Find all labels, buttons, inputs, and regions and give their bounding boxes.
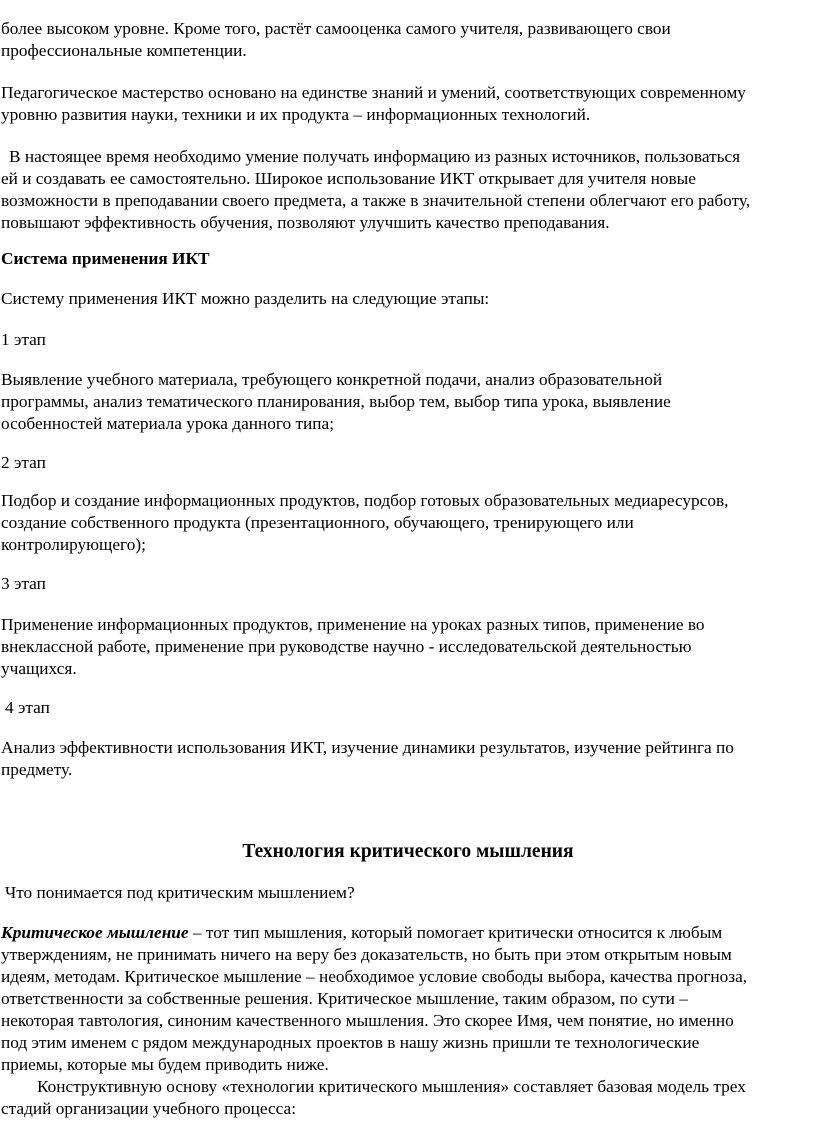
text-line: 1 этап xyxy=(1,330,46,349)
text-line: Подбор и создание информационных продуктов, подбор готовых образовательных медиаресурсов, xyxy=(1,491,729,510)
text-line: Выявление учебного материала, требующего конкретной подачи, анализ образовательной xyxy=(1,370,663,389)
section-heading-ict-system xyxy=(1,248,210,270)
paragraph-critical-thinking-definition xyxy=(1,922,747,1076)
section-title-critical-thinking: Технология критического мышления xyxy=(242,841,574,862)
text-line: более высоком уровне. Кроме того, растёт самооценка самого учителя, развивающего свои xyxy=(1,19,671,38)
paragraph-pedagogical-mastery xyxy=(1,82,746,126)
question-critical-thinking xyxy=(1,882,355,904)
text-line: Анализ эффективности использования ИКТ, изучение динамики результатов, изучение рейтинга по xyxy=(1,738,734,757)
text-line: 2 этап xyxy=(1,453,46,472)
text-line: особенностей материала урока данного типа; xyxy=(1,414,335,433)
text-line: предмету. xyxy=(1,760,73,779)
text-line: под этим именем с рядом международных проектов в нашу жизнь пришли те технологические xyxy=(1,1033,700,1052)
definition-text: – тот тип мышления, который помогает критически относится к любым xyxy=(188,923,723,942)
text-line: стадий организации учебного процесса: xyxy=(1,1099,297,1118)
text-line: Применение информационных продуктов, применение на уроках разных типов, применение во xyxy=(1,615,705,634)
text-line xyxy=(1,922,747,944)
text-line: В настоящее время необходимо умение получать информацию из разных источников, пользоваться xyxy=(9,147,741,166)
stage-1-label xyxy=(1,329,46,351)
text-line: уровню развития науки, техники и их продукта – информационных технологий. xyxy=(1,105,591,124)
text-line: внеклассной работе, применение при руководстве научно - исследовательской деятельностью xyxy=(1,637,692,656)
text-line: Систему применения ИКТ можно разделить на следующие этапы: xyxy=(1,289,490,308)
stage-3-description xyxy=(1,614,705,680)
text-line: 4 этап xyxy=(5,698,50,717)
text-line: Конструктивную основу «технологии критического мышления» составляет базовая модель трех xyxy=(37,1077,746,1096)
text-line: повышают эффективность обучения, позволяют улучшить качество преподавания. xyxy=(1,213,610,232)
text-line: приемы, которые мы будем приводить ниже. xyxy=(1,1055,329,1074)
text-line: некоторая тавтология, синоним качественного мышления. Это скорее Имя, чем понятие, но именно xyxy=(1,1011,734,1030)
text-line: Что понимается под критическим мышлением? xyxy=(5,883,355,902)
text-line: учащихся. xyxy=(1,659,77,678)
text-line: 3 этап xyxy=(1,574,46,593)
text-line: Педагогическое мастерство основано на единстве знаний и умений, соответствующих современному xyxy=(1,83,746,102)
stage-1-description xyxy=(1,369,671,435)
text-line: ответственности за собственные решения. Критическое мышление, таким образом, по сути – xyxy=(1,989,688,1008)
stage-4-description xyxy=(1,737,734,781)
term-critical-thinking: Критическое мышление xyxy=(1,923,189,942)
paragraph-ict-usage xyxy=(1,146,750,234)
text-line: программы, анализ тематического планирования, выбор тем, выбор типа урока, выявление xyxy=(1,392,671,411)
text-line: контролирующего); xyxy=(1,535,146,554)
paragraph-self-esteem xyxy=(1,18,671,62)
text-line: возможности в преподавании своего предмета, а также в значительной степени облегчают его работу, xyxy=(1,191,751,210)
text-line: идеям, методам. Критическое мышление – необходимое условие свободы выбора, качества прогноза, xyxy=(1,967,748,986)
paragraph-constructive-basis xyxy=(1,1076,746,1120)
text-line: утверждениям, не принимать ничего на веру без доказательств, но быть при этом открытым новым xyxy=(1,945,732,964)
stage-3-label xyxy=(1,573,46,595)
text-line: создание собственного продукта (презентационного, обучающего, тренирующего или xyxy=(1,513,634,532)
stage-4-label xyxy=(1,697,50,719)
stage-2-label xyxy=(1,452,46,474)
stage-2-description xyxy=(1,490,728,556)
paragraph-stages-intro xyxy=(1,288,489,310)
text-line: ей и создавать ее самостоятельно. Широкое использование ИКТ открывает для учителя новые xyxy=(1,169,696,188)
text-line: Система применения ИКТ xyxy=(1,249,210,268)
text-line: профессиональные компетенции. xyxy=(1,41,247,60)
